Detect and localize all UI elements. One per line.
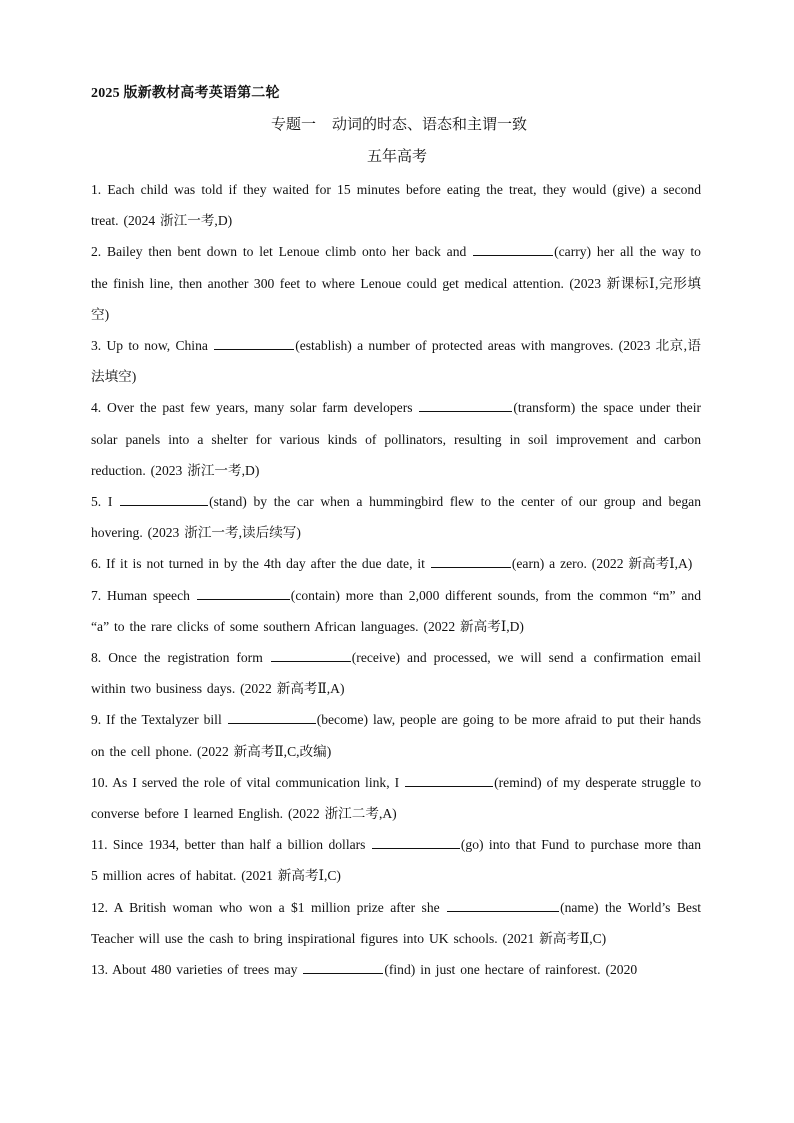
item-text-after: (transform) the space under their solar panels into a shelter for various kinds of pollinators, resulting in soil improvement and carbon reduction. (2023 浙江一考,D) bbox=[91, 400, 701, 478]
topic-label: 专题一 bbox=[270, 117, 316, 133]
item-text-after: (contain) more than 2,000 different sounds, from the common “m” and “a” to the rare clicks of some southern African languages. (2022 新高考Ⅰ,D) bbox=[91, 587, 701, 634]
exercise-item-9 bbox=[91, 704, 701, 766]
exercise-item-12 bbox=[91, 892, 701, 954]
answer-blank[interactable] bbox=[431, 552, 511, 568]
item-text-before: 5. I bbox=[91, 494, 120, 510]
exercise-item-2 bbox=[91, 236, 701, 330]
section-heading: 五年高考 bbox=[366, 149, 427, 165]
item-text-before: 9. If the Textalyzer bill bbox=[91, 712, 227, 728]
item-text-before: 6. If it is not turned in by the 4th day after the due date, it bbox=[91, 556, 430, 572]
answer-blank[interactable] bbox=[447, 896, 559, 912]
topic-heading bbox=[0, 113, 794, 134]
answer-blank[interactable] bbox=[372, 833, 460, 849]
exercise-item-8 bbox=[91, 642, 701, 704]
item-text-before: 3. Up to now, China bbox=[91, 338, 214, 354]
exercise-item-13 bbox=[91, 954, 701, 985]
exercise-item-4 bbox=[91, 392, 701, 486]
item-text-after: (earn) a zero. (2022 新高考Ⅰ,A) bbox=[511, 556, 693, 572]
exercise-item-1 bbox=[91, 174, 701, 236]
item-text-before: 4. Over the past few years, many solar farm developers bbox=[91, 400, 419, 416]
answer-blank[interactable] bbox=[197, 584, 290, 600]
item-text-before: 2. Bailey then bent down to let Lenoue climb onto her back and bbox=[91, 244, 473, 260]
topic-name: 动词的时态、语态和主谓一致 bbox=[332, 117, 528, 133]
item-text-after: (go) into that Fund to purchase more than 5 million acres of habitat. (2021 新高考Ⅰ,C) bbox=[91, 837, 702, 884]
answer-blank[interactable] bbox=[405, 771, 493, 787]
exercise-item-3 bbox=[91, 330, 701, 392]
item-text-after: (establish) a number of protected areas with mangroves. (2023 北京,语法填空) bbox=[91, 338, 702, 385]
item-text-before: 12. A British woman who won a $1 million prize after she bbox=[91, 899, 447, 915]
item-text-after: (find) in just one hectare of rainforest. (2020 bbox=[384, 962, 638, 978]
answer-blank[interactable] bbox=[228, 708, 316, 724]
item-text-before: 13. About 480 varieties of trees may bbox=[91, 962, 303, 978]
answer-blank[interactable] bbox=[271, 646, 351, 662]
answer-blank[interactable] bbox=[419, 396, 512, 412]
exercise-list bbox=[91, 174, 701, 985]
answer-blank[interactable] bbox=[214, 334, 294, 350]
document-title: 2025 版新教材高考英语第二轮 bbox=[91, 86, 280, 101]
exercise-item-7 bbox=[91, 580, 701, 642]
item-text-after: (stand) by the car when a hummingbird flew to the center of our group and began hovering. (2023 浙江一考,读后续写) bbox=[91, 494, 701, 541]
item-text-after: (carry) her all the way to the finish line, then another 300 feet to where Lenoue could get medical attention. (2023 新课标Ⅰ,完形填空) bbox=[91, 244, 701, 322]
item-text-before: 10. As I served the role of vital communication link, I bbox=[91, 774, 405, 790]
item-text-after: (name) the World’s Best Teacher will use the cash to bring inspirational figures into UK schools. (2021 新高考Ⅱ,C) bbox=[91, 899, 702, 946]
item-text-after: (remind) of my desperate struggle to converse before I learned English. (2022 浙江二考,A) bbox=[91, 774, 701, 822]
exercise-item-6 bbox=[91, 548, 701, 579]
item-text: 1. Each child was told if they waited for 15 minutes before eating the treat, they would (give) a second treat. (2024 浙江一考,D) bbox=[91, 182, 701, 229]
answer-blank[interactable] bbox=[473, 240, 553, 256]
item-text-after: (become) law, people are going to be more afraid to put their hands on the cell phone. (2022 新高考Ⅱ,C,改编) bbox=[91, 712, 701, 759]
exercise-item-11 bbox=[91, 829, 701, 891]
exercise-item-10 bbox=[91, 767, 701, 829]
item-text-before: 11. Since 1934, better than half a billion dollars bbox=[91, 837, 371, 853]
item-text-before: 8. Once the registration form bbox=[91, 650, 270, 666]
item-text-after: (receive) and processed, we will send a confirmation email within two business days. (2022 新高考Ⅱ,A) bbox=[91, 650, 701, 697]
item-text-before: 7. Human speech bbox=[91, 587, 196, 603]
answer-blank[interactable] bbox=[303, 958, 383, 974]
answer-blank[interactable] bbox=[120, 490, 208, 506]
exercise-item-5 bbox=[91, 486, 701, 548]
